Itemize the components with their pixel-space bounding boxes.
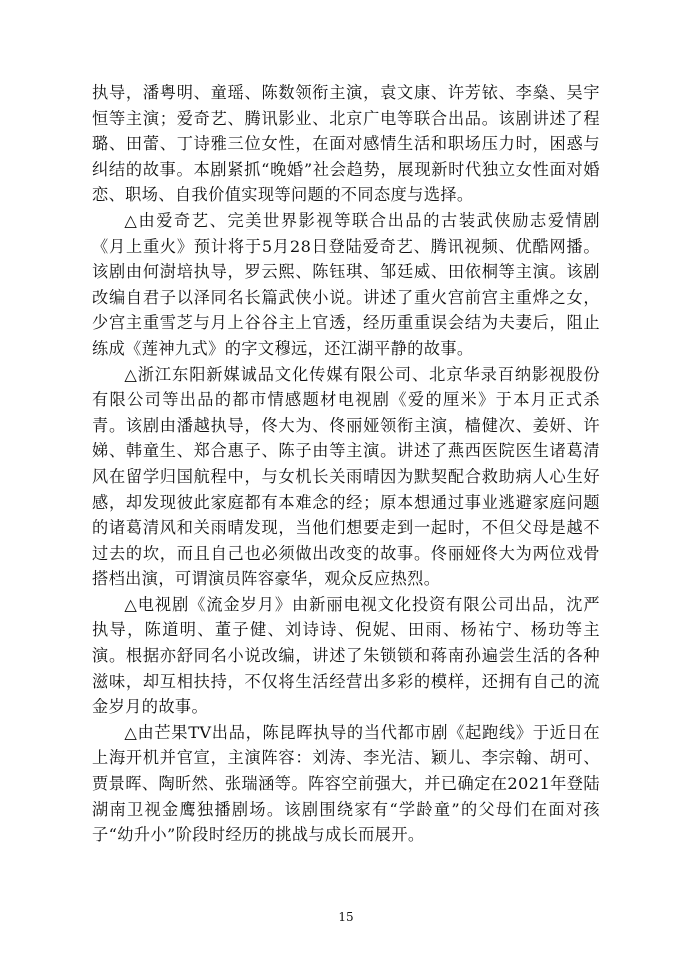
paragraph-ai-de-li-mi: △浙江东阳新媒诚品文化传媒有限公司、北京华录百纳影视股份有限公司等出品的都市情感题材电视剧《爱的厘米》于本月正式杀青。该剧由潘越执导，佟大为、佟丽娅领衔主演，樯健次、姜妍、许娣、韩童生、郑合惠子、陈子由等主演。讲述了燕西医院医生诸葛清风在留学归国航程中，与女机长关雨晴因为默契配合救助病人心生好感，却发现彼此家庭都有本难念的经；原本想通过事业逃避家庭问题的诸葛清风和关雨晴发现，当他们想要走到一起时，不但父母是越不过去的坎，而且自己也必须做出改变的故事。佟丽娅佟大为两位戏骨搭档出演，可谓演员阵容豪华，观众反应热烈。 [92, 364, 600, 589]
paragraph-qi-pao-xian: △由芒果TV出品，陈昆晖执导的当代都市剧《起跑线》于近日在上海开机并官宣，主演阵容：刘涛、李光洁、颖儿、李宗翰、胡可、贾景晖、陶昕然、张瑞涵等。阵容空前强大，并已确定在2021年登陆湖南卫视金鹰独播剧场。该剧围绕家有“学龄童”的父母们在面对孩子“幼升小”阶段时经历的挑战与成长而展开。 [92, 722, 600, 845]
paragraph-yue-shang-zhong-huo: △由爱奇艺、完美世界影视等联合出品的古装武侠励志爱情剧《月上重火》预计将于5月28日登陆爱奇艺、腾讯视频、优酷网播。该剧由何澍培执导，罗云熙、陈钰琪、邹廷威、田依桐等主演。该剧改编自君子以泽同名长篇武侠小说。讲述了重火宫前宫主重烨之女，少宫主重雪芝与月上谷谷主上官透，经历重重误会结为夫妻后，阻止练成《莲神九式》的字文穆远，还江湖平静的故事。 [92, 210, 600, 358]
page-number: 15 [338, 910, 354, 924]
paragraph-liu-jin-sui-yue: △电视剧《流金岁月》由新丽电视文化投资有限公司出品，沈严执导，陈道明、董子健、刘诗诗、倪妮、田雨、杨祐宁、杨玏等主演。根据亦舒同名小说改编，讲述了朱锁锁和蒋南孙遍尝生活的各种滋味，却互相扶持，不仅将生活经营出多彩的模样，还拥有自己的流金岁月的故事。 [92, 594, 600, 717]
paragraph-continuation: 执导，潘粤明、童瑶、陈数领衔主演，袁文康、许芳铱、李燊、吴宇恒等主演；爱奇艺、腾讯影业、北京广电等联合出品。该剧讲述了程璐、田蕾、丁诗雅三位女性，在面对感情生活和职场压力时，困惑与纠结的故事。本剧紧抓“晚婚”社会趋势，展现新时代独立女性面对婚恋、职场、自我价值实现等问题的不同态度与选择。 [92, 83, 600, 205]
document-body [92, 80, 600, 848]
